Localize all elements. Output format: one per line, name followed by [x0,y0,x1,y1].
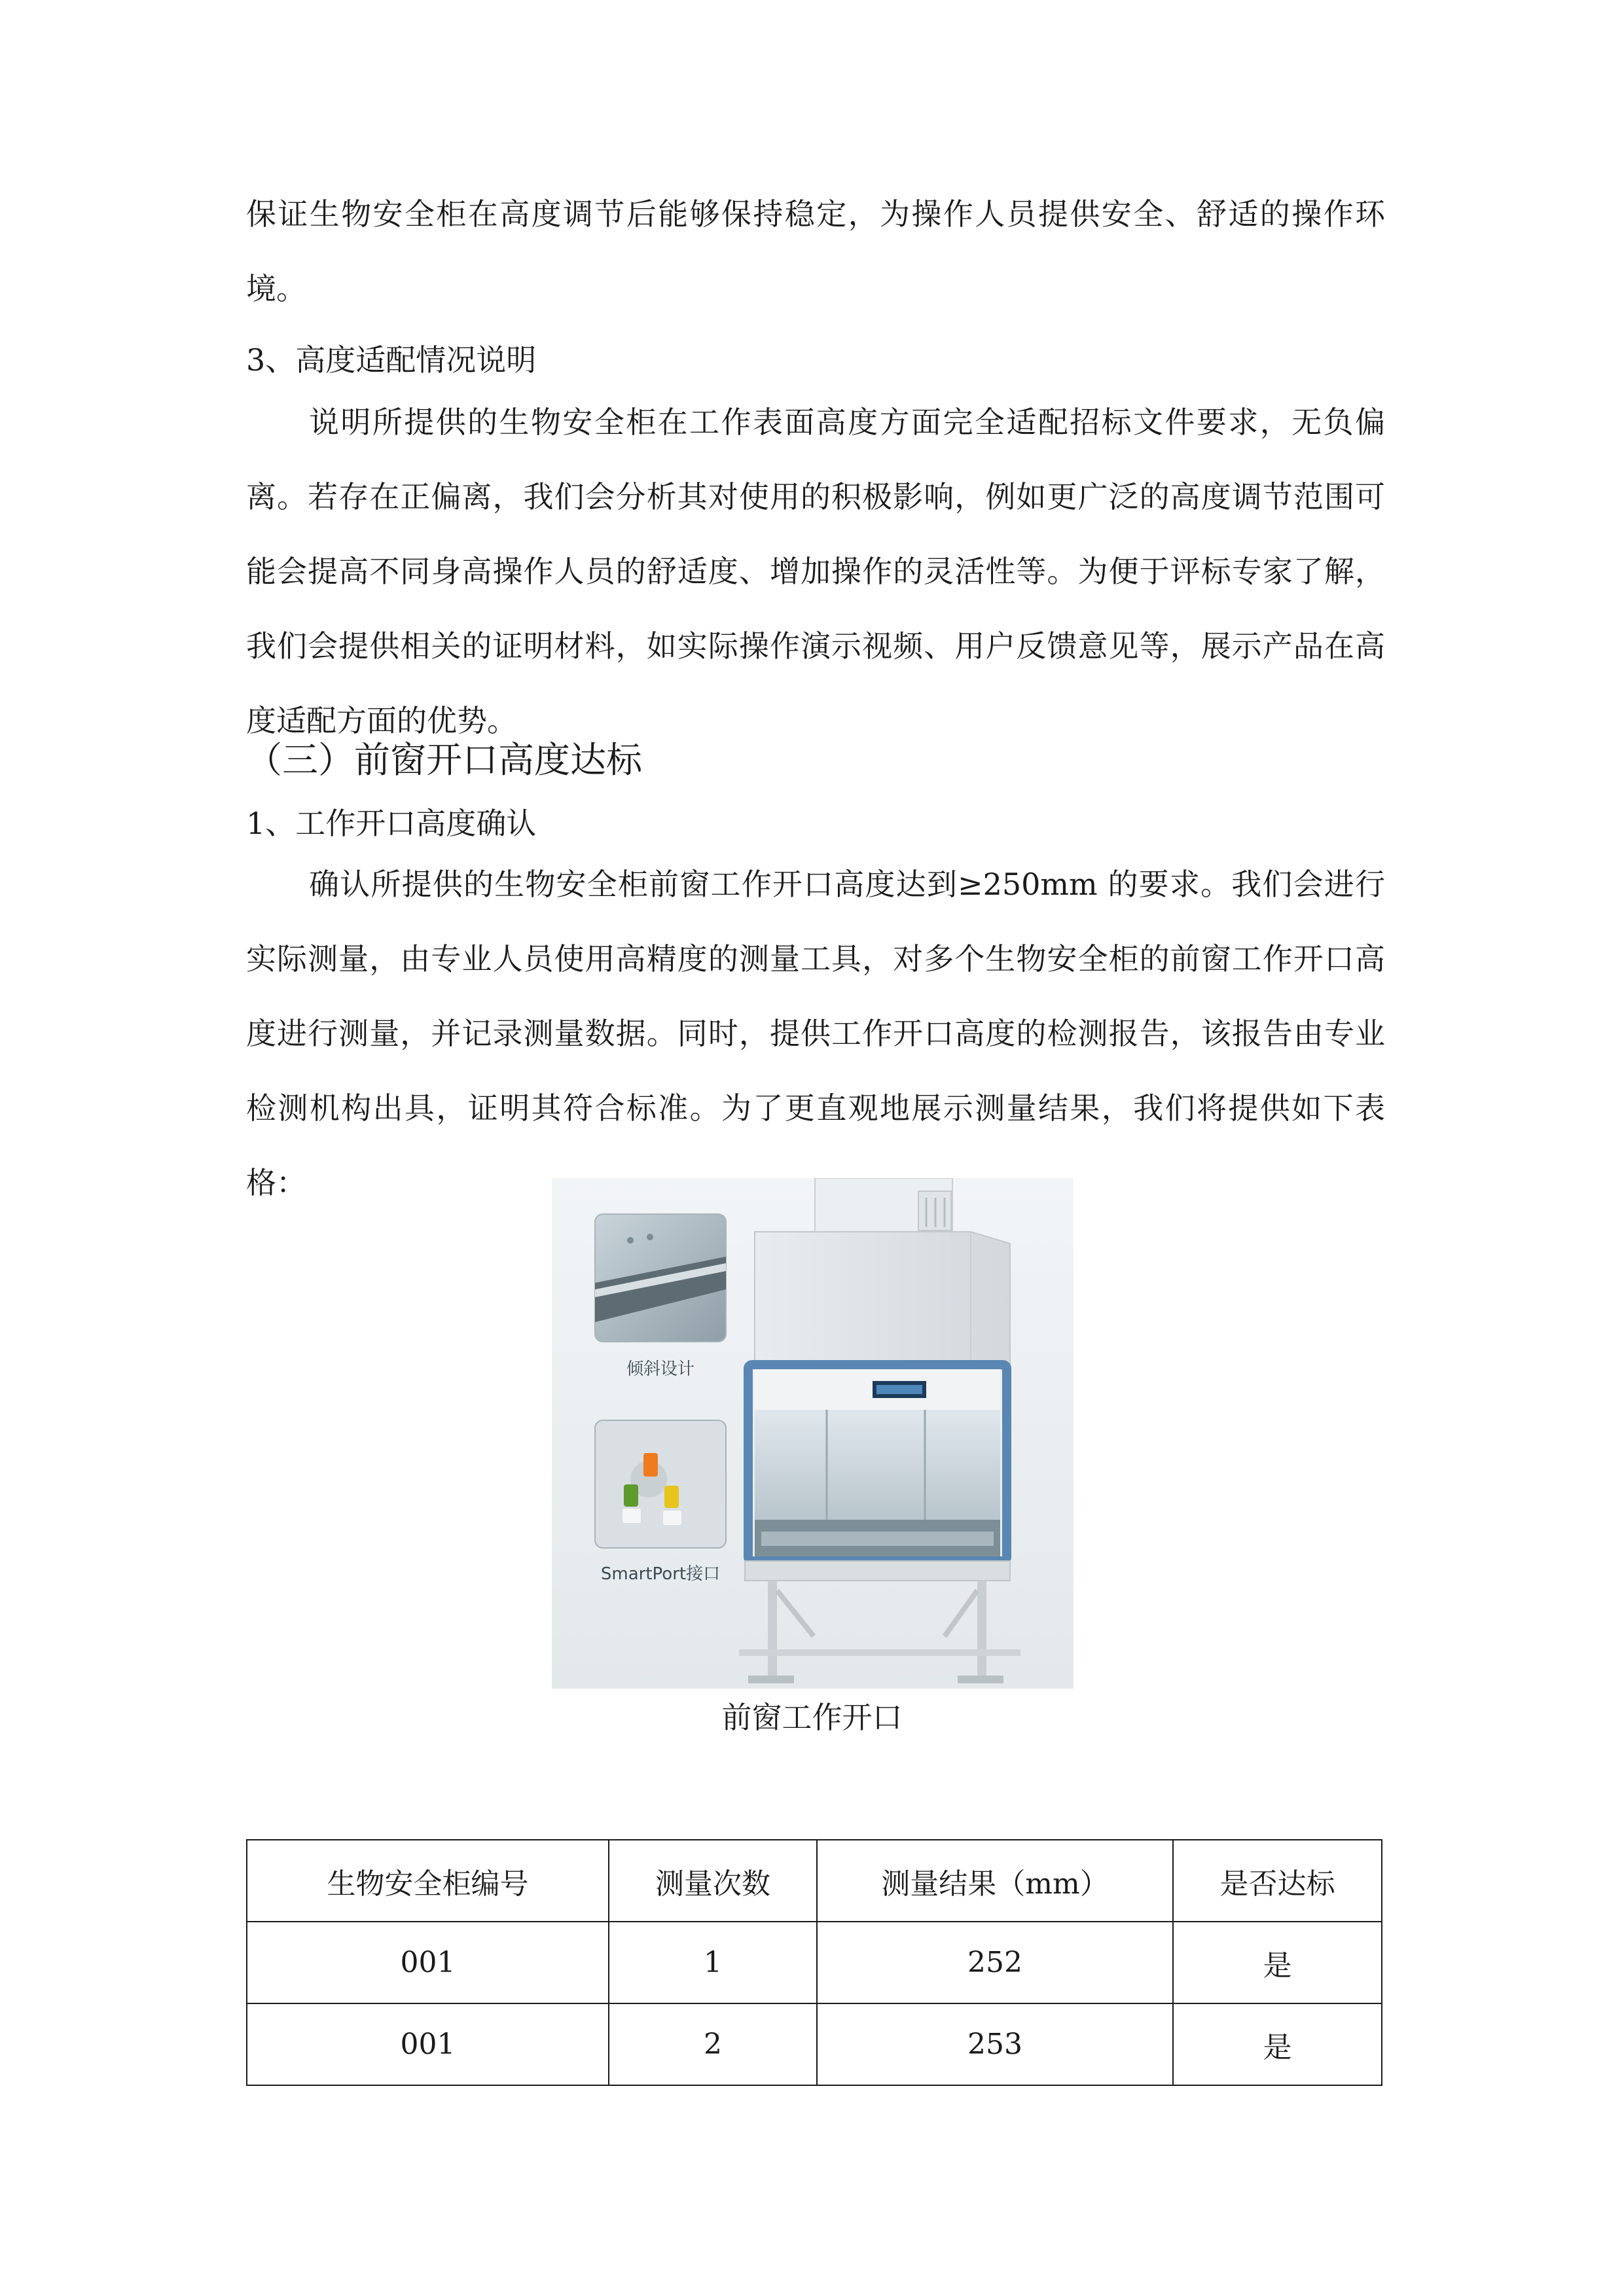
header-cabinet-id: 生物安全柜编号 [247,1840,609,1922]
cabinet-base [745,1561,1010,1581]
figure-caption: 前窗工作开口 [721,1700,903,1735]
cell-measure-result: 253 [817,2003,1173,2085]
table-row [247,2003,1382,2085]
header-measure-result: 测量结果（mm） [817,1840,1173,1922]
yellow-port-knob [664,1486,679,1508]
heading-opening-confirm: 1、工作开口高度确认 [246,806,537,841]
cell-cabinet-id: 001 [247,1922,609,2003]
cell-cabinet-id: 001 [247,2003,609,2085]
paragraph-stability: 保证生物安全柜在高度调节后能够保持稳定，为操作人员提供安全、舒适的操作环境。 [246,196,1385,306]
measurement-table [246,1839,1382,2086]
green-port-knob [624,1484,638,1507]
front-window-glass [755,1410,1000,1520]
cabinet-figure [552,1178,1074,1689]
cabinet-illustration [552,1178,1074,1689]
cell-measure-count: 1 [609,1922,817,2003]
cell-measure-result: 252 [817,1922,1173,2003]
header-measure-count: 测量次数 [609,1840,817,1922]
smartport-label: SmartPort接口 [600,1564,721,1584]
cell-compliance: 是 [1173,2003,1382,2085]
section-title: （三）前窗开口高度达标 [246,739,643,781]
table-row [247,1922,1382,2003]
table-header-row [247,1840,1382,1922]
cabinet-hood [755,1232,1010,1369]
header-compliance: 是否达标 [1173,1840,1382,1922]
orange-port-knob [643,1453,658,1477]
tilt-design-label: 倾斜设计 [626,1359,695,1379]
cell-measure-count: 2 [609,2003,817,2085]
heading-height-adaptation: 3、高度适配情况说明 [246,342,537,378]
paragraph-opening-confirm: 确认所提供的生物安全柜前窗工作开口高度达到≥250mm 的要求。我们会进行实际测量，由专业人员使用高精度的测量工具，对多个生物安全柜的前窗工作开口高度进行测量，并记录测量数据。同时，提供工作开口高度的检测报告，该报告由专业检测机构出具，证明其符合标准。为了更直观地展示测量结果，我们将提供如下表格： [246,867,1385,1200]
paragraph-height-adaptation: 说明所提供的生物安全柜在工作表面高度方面完全适配招标文件要求，无负偏离。若存在正偏离，我们会分析其对使用的积极影响，例如更广泛的高度调节范围可能会提高不同身高操作人员的舒适度、增加操作的灵活性等。为便于评标专家了解，我们会提供相关的证明材料，如实际操作演示视频、用户反馈意见等，展示产品在高度适配方面的优势。 [246,404,1385,738]
cell-compliance: 是 [1173,1922,1382,2003]
